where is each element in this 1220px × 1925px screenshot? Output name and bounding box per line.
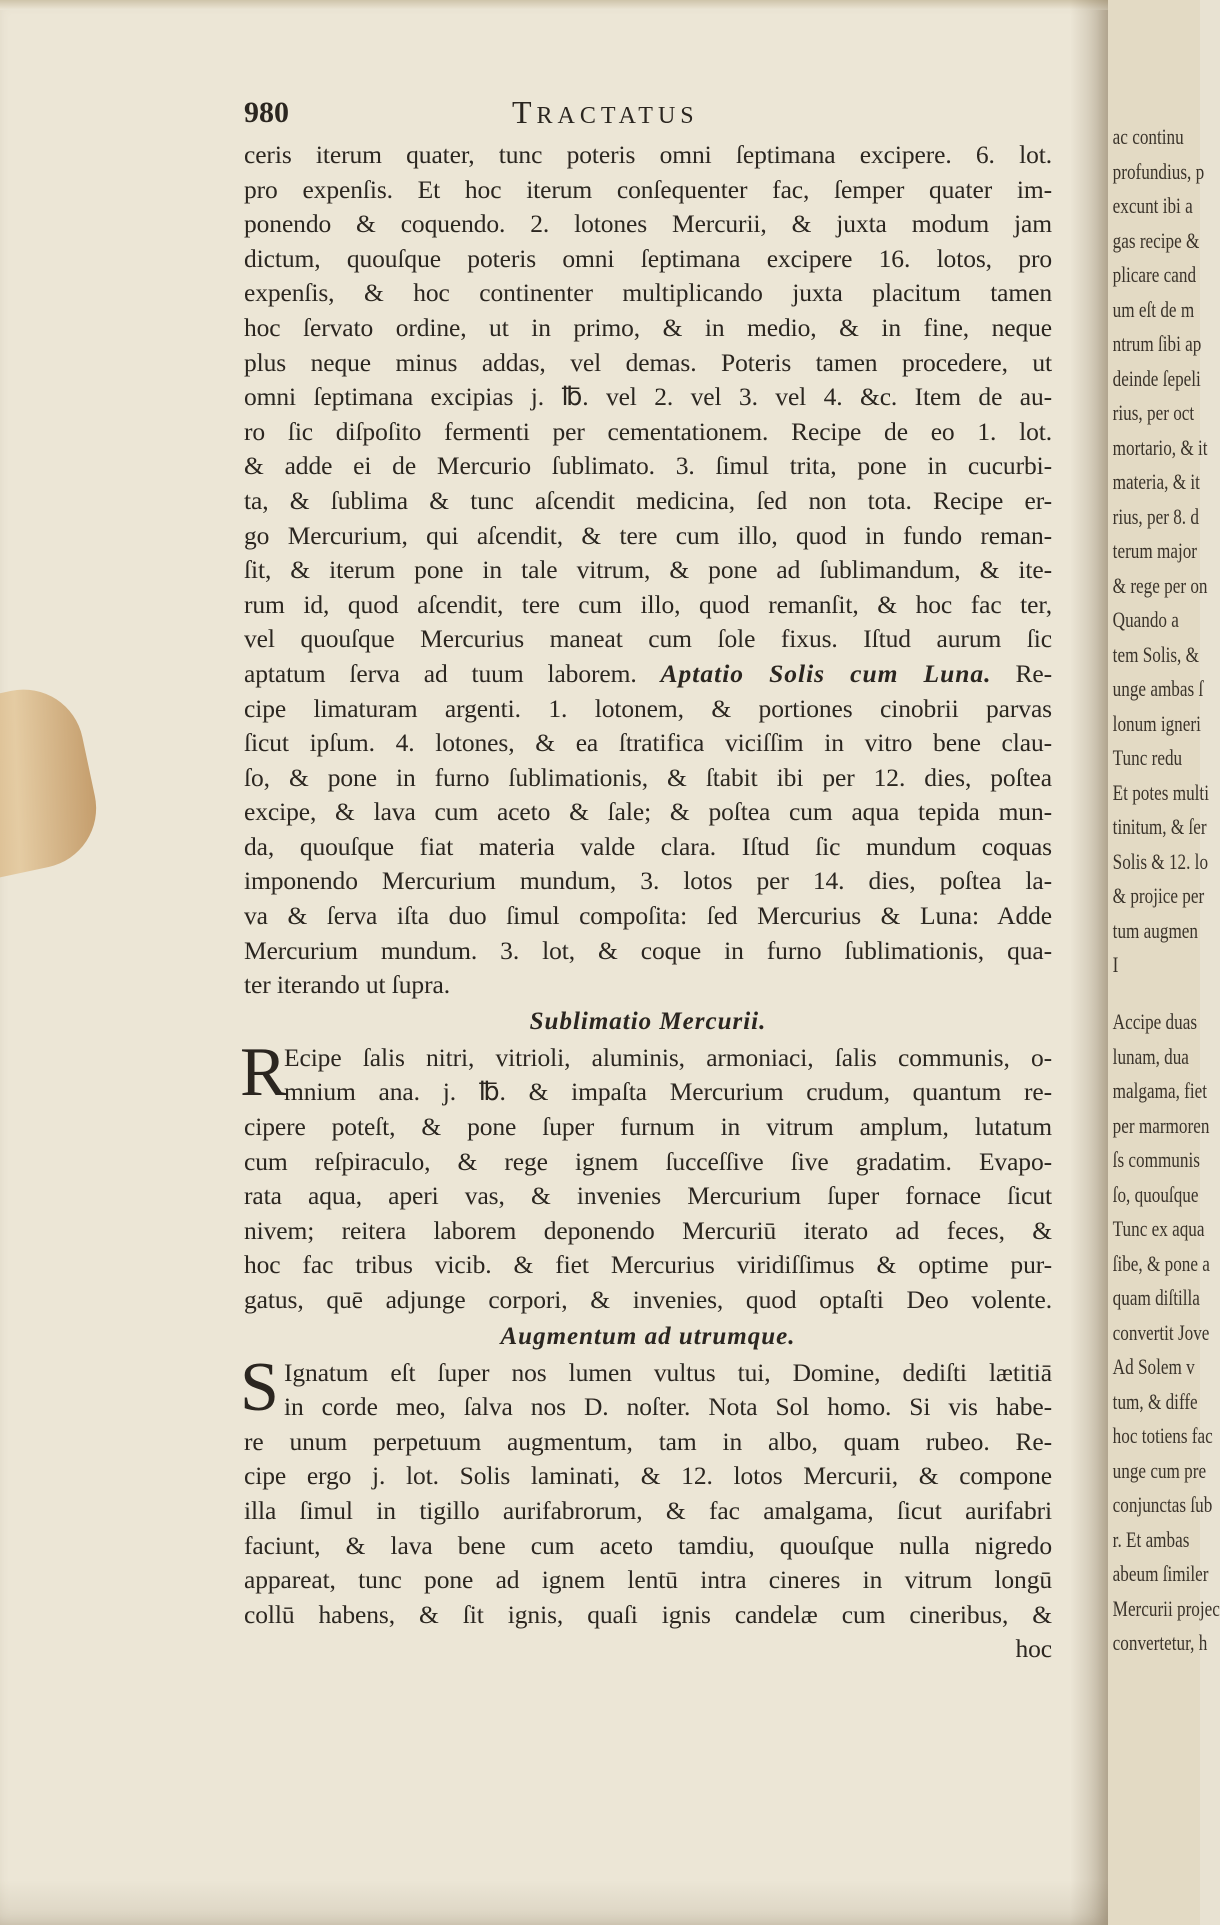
facing-page-line: ſibe, & pone a [1112,1250,1210,1276]
facing-page-line: mortario, & it [1112,434,1208,460]
facing-page-line: ac continu [1112,124,1184,149]
text-line: rum id, quod aſcendit, tere cum illo, quod remanſit, & hoc fac ter, [244,589,1052,619]
text-line: ter iterando ut ſupra. [244,970,450,1000]
text-line: hoc ſervato ordine, ut in primo, & in medio, & in fine, neque [244,312,1052,342]
facing-page-line: profundius, p [1112,158,1205,184]
facing-page-line: & projice per [1112,883,1205,908]
text-line: omni ſeptimana excipias j. ℔. vel 2. vel 3. vel 4. &c. Item de au- [244,382,1052,412]
facing-page-line: tum, & diffe [1112,1388,1198,1414]
facing-page-line: Mercurii projec [1112,1595,1220,1621]
facing-page-line: Tunc redu [1112,745,1183,770]
facing-page-line: quam diſtilla [1112,1285,1200,1310]
facing-page-text-top [1108,120,1209,983]
paragraph-aptatio [244,692,1052,1003]
facing-page-line: plicare cand [1112,262,1197,287]
page-gutter-shadow [1070,0,1110,1925]
text-line: plus neque minus addas, vel demas. Poteris tamen procedere, ut [244,347,1052,377]
facing-page-line: gas recipe & [1112,227,1200,253]
text-line: Mercurium mundum. 3. lot, & coque in furno ſublimationis, qua- [244,935,1052,965]
drop-cap-r: R [240,1033,287,1111]
facing-page-line: convertetur, h [1112,1630,1208,1655]
text-line: appareat, tunc pone ad ignem lentū intra cineres in vitrum longū [244,1565,1052,1595]
running-head-initial: T [512,94,537,130]
facing-page-line: Et potes multi [1112,779,1209,805]
text-line: rata aqua, aperi vas, & invenies Mercurium ſuper fornace ſicut [244,1181,1052,1211]
paragraph-sublimatio [240,1033,1052,1318]
facing-page-line: I [1112,952,1119,977]
text-line: & adde ei de Mercurio ſublimato. 3. ſimul trita, pone in cucurbi- [244,451,1052,481]
facing-page-line: ſs communis [1112,1147,1200,1172]
text-line: hoc fac tribus vicib. & fiet Mercurius viridiſſimus & optime pur- [244,1250,1052,1280]
page-top-edge [0,0,1108,10]
text-line: expenſis, & hoc continenter multiplicando juxta placitum tamen [244,278,1052,308]
text-line: pro expenſis. Et hoc iterum conſequenter fac, ſemper quater im- [244,174,1052,204]
facing-page-line: conjunctas ſub [1112,1492,1213,1517]
drop-cap-s: S [240,1348,279,1426]
facing-page-line: per marmoren [1112,1112,1210,1138]
text-line: ro ſic diſpoſito fermenti per cementationem. Recipe de eo 1. lot. [244,416,1052,446]
text-line: ſicut ipſum. 4. lotones, & ea ſtratifica viciſſim in vitro bene clau- [244,728,1052,758]
facing-page-line: rius, per 8. d [1112,503,1199,529]
line-text: Re- [1015,658,1053,688]
facing-page-line: unge cum pre [1112,1457,1207,1483]
facing-page-line: materia, & it [1112,469,1200,494]
text-line: nivem; reitera laborem deponendo Mercuriū iterato ad feces, & [244,1215,1052,1245]
facing-page-line: hoc totiens fac [1112,1423,1213,1448]
facing-page-line: ſo, quouſque [1112,1181,1199,1207]
facing-page-line: lonum igneri [1112,710,1201,736]
facing-page-line: Solis & 12. lo [1112,848,1209,874]
facing-page-line: Quando a [1112,607,1179,632]
text-line: go Mercurium, qui aſcendit, & tere cum illo, quod in fundo reman- [244,520,1052,550]
inline-heading-aptatio: Aptatio Solis cum Luna. [660,658,992,688]
line-text: aptatum ſerva ad tuum laborem. [244,658,637,688]
bookmark-ribbon [0,678,107,881]
text-line: vel quouſque Mercurius maneat cum ſole fixus. Iſtud aurum ſic [244,624,1052,654]
text-line: dictum, quouſque poteris omni ſeptimana excipere 16. lotos, pro [244,243,1052,273]
facing-page-text-bottom [1108,1005,1220,1661]
text-line: illa ſimul in tigillo aurifabrorum, & fac amalgama, ſicut aurifabri [244,1495,1052,1525]
text-line: cipe limaturam argenti. 1. lotonem, & portiones cinobrii parvas [244,693,1052,723]
facing-page-line: tinitum, & ſer [1112,814,1207,839]
facing-page-line: abeum ſimiler [1112,1561,1209,1586]
text-line: va & ſerva iſta duo ſimul compoſita: ſed Mercurius & Luna: Adde [244,901,1052,931]
text-line: ponendo & coquendo. 2. lotones Mercurii, & juxta modum jam [244,209,1052,239]
facing-page-line: tem Solis, & [1112,641,1199,667]
text-line: excipe, & lava cum aceto & ſale; & poſtea cum aqua tepida mun- [244,797,1052,827]
paragraph-augmentum [240,1348,1052,1633]
facing-page-line: unge ambas ſ [1112,676,1204,701]
running-head [512,94,699,131]
facing-page-line: r. Et ambas [1112,1526,1190,1552]
catchword: hoc [1015,1634,1052,1664]
text-line-aptatio [244,657,1052,692]
text-line: cipere poteſt, & pone ſuper furnum in vitrum amplum, lutatum [244,1112,1052,1142]
text-line: cum reſpiraculo, & rege ignem ſucceſſive ſive gradatim. Evapo- [244,1146,1052,1176]
facing-page-line: lunam, dua [1112,1043,1189,1069]
facing-page-line: terum major [1112,538,1198,563]
text-line: ſo, & pone in furno ſublimationis, & ſtabit ibi per 12. dies, poſtea [244,762,1052,792]
text-line: Ignatum eſt ſuper nos lumen vultus tui, Domine, dediſti lætitiā [284,1357,1052,1387]
main-text-column [240,138,1053,1667]
facing-page-fragment [1108,0,1220,1925]
facing-page-line: Accipe duas [1112,1009,1198,1034]
text-line: Ecipe ſalis nitri, vitrioli, aluminis, armoniaci, ſalis communis, o- [284,1042,1052,1072]
facing-page-line: excunt ibi a [1112,193,1193,218]
running-head-rest: RACTATUS [536,103,699,129]
text-line: ta, & ſublima & tunc aſcendit medicina, ſed non tota. Recipe er- [244,485,1052,515]
facing-page-line: & rege per on [1112,572,1208,598]
paragraph-tractatus-continuation [244,138,1052,657]
facing-page-line: ntrum ſibi ap [1112,331,1202,356]
text-line: cipe ergo j. lot. Solis laminati, & 12. lotos Mercurii, & compone [244,1461,1052,1491]
section-heading-augmentum: Augmentum ad utrumque. [500,1322,796,1350]
page-bottom-shadow [0,1880,1108,1925]
text-line: collū habens, & ſit ignis, quaſi ignis candelæ cum cineribus, & [244,1599,1052,1629]
text-line: ceris iterum quater, tunc poteris omni ſeptimana excipere. 6. lot. [244,140,1052,169]
facing-page-line: rius, per oct [1112,400,1195,425]
text-line: faciunt, & lava bene cum aceto tamdiu, quouſque nulla nigredo [244,1530,1052,1560]
text-line: da, quouſque fiat materia valde clara. Iſtud ſic mundum coquas [244,831,1052,861]
facing-page-line: Ad Solem v [1112,1354,1195,1379]
facing-page-line: tum augmen [1112,917,1198,943]
facing-page-line: deinde ſepeli [1112,365,1201,391]
text-line: mnium ana. j. ℔. & impaſta Mercurium crudum, quantum re- [284,1077,1052,1107]
text-line: re unum perpetuum augmentum, tam in albo, quam rubeo. Re- [244,1426,1052,1456]
facing-page-line: malgama, fiet [1112,1078,1208,1103]
text-line: in corde meo, ſalva nos D. noſter. Nota Sol homo. Si vis habe- [284,1392,1052,1422]
page-header [244,96,1044,136]
page-number: 980 [244,96,289,129]
section-heading-sublimatio: Sublimatio Mercurii. [529,1007,767,1035]
text-line: gatus, quē adjunge corpori, & invenies, quod optaſti Deo volente. [244,1285,1052,1314]
text-line: imponendo Mercurium mundum, 3. lotos per 14. dies, poſtea la- [244,866,1052,896]
text-line: ſit, & iterum pone in tale vitrum, & pone ad ſublimandum, & ite- [244,555,1052,585]
facing-page-line: Tunc ex aqua [1112,1216,1205,1241]
facing-page-line: convertit Jove [1112,1319,1210,1345]
facing-page-line: um eſt de m [1112,296,1195,322]
